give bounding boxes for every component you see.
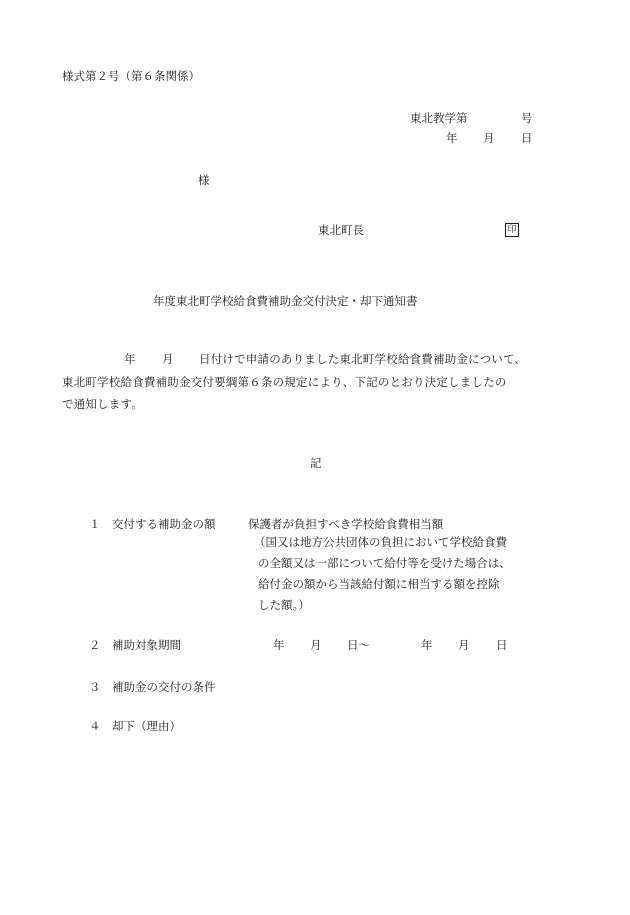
item-3-label: 補助金の交付の条件 (112, 680, 216, 694)
date-year: 年 (446, 131, 458, 145)
period-from-day: 日～ (347, 638, 370, 652)
addressee-suffix: 様 (198, 173, 210, 187)
body-date-year: 年 (124, 352, 136, 366)
item-1-note-line: の全額又は一部について給付等を受けた場合は、 (258, 556, 511, 570)
seal-mark (505, 221, 519, 237)
issuer-title: 東北町長 (318, 223, 364, 237)
doc-number-suffix: 号 (521, 111, 533, 125)
form-label: 様式第２号（第６条関係） (62, 69, 200, 83)
item-2-label: 補助対象期間 (112, 638, 181, 652)
item-3-number: ３ (89, 680, 101, 694)
period-to-year: 年 (421, 638, 433, 652)
item-1-note-line: した額。） (258, 598, 310, 612)
item-1-note-line: （国又は地方公共団体の負担において学校給食費 (254, 535, 507, 549)
body-date-month: 月 (162, 352, 174, 366)
period-from-month: 月 (310, 638, 322, 652)
item-4-number: ４ (89, 719, 101, 733)
item-1-number: １ (89, 517, 101, 531)
date-month: 月 (483, 131, 495, 145)
body-line-2: 東北町学校給食費補助金交付要綱第６条の規定により、下記のとおり決定しましたの (62, 375, 507, 389)
ki-heading: 記 (310, 456, 322, 470)
doc-number-prefix: 東北教学第 (410, 111, 468, 125)
period-to-month: 月 (458, 638, 470, 652)
date-day: 日 (521, 131, 533, 145)
body-line-1: 日付けで申請のありました東北町学校給食費補助金について、 (199, 352, 527, 366)
doc-title: 年度東北町学校給食費補助金交付決定・却下通知書 (153, 294, 418, 308)
item-1-label: 交付する補助金の額 (112, 517, 216, 531)
item-1-note-line: 給付金の額から当該給付額に相当する額を控除 (258, 577, 500, 591)
seal-label: 印 (505, 223, 519, 237)
body-line-3: で通知します。 (62, 397, 143, 411)
item-2-number: ２ (89, 638, 101, 652)
item-4-label: 却下（理由） (112, 719, 181, 733)
period-to-day: 日 (496, 638, 508, 652)
item-1-value: 保護者が負担すべき学校給食費相当額 (248, 517, 444, 531)
period-from-year: 年 (273, 638, 285, 652)
